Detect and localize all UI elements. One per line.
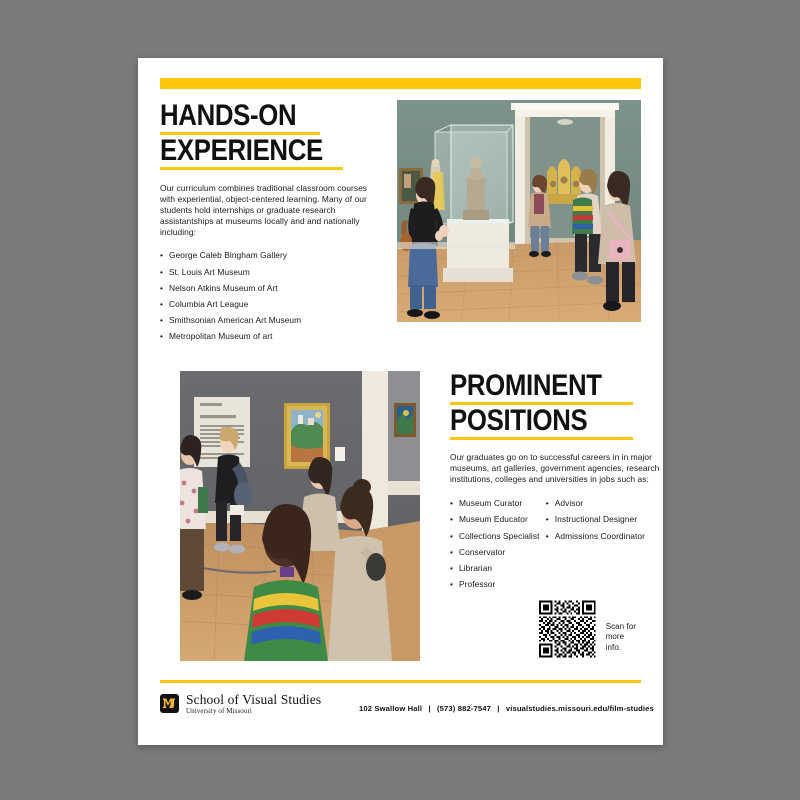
qr-caption-line1: Scan for <box>605 621 636 631</box>
qr-caption <box>606 622 641 654</box>
hands-on-bullet-list <box>160 247 376 344</box>
hands-on-heading-line1: HANDS-ON <box>160 99 297 132</box>
poster-page <box>138 58 663 745</box>
footer-contact-line <box>359 704 654 713</box>
prominent-positions-heading <box>450 370 650 440</box>
mu-logo-icon <box>160 694 179 713</box>
hands-on-body-text: Our curriculum combines traditional classroom courses with experiential, object-centered learning. Many of our students hold internships or graduate research assistantships at museums locally and and nationally including: <box>160 183 368 238</box>
list-item: • Collections Specialist <box>450 531 546 543</box>
list-item: • Museum Curator <box>450 498 546 510</box>
job-titles-column-2 <box>546 498 650 595</box>
gallery-lecture-photo <box>180 371 420 661</box>
mu-wordmark <box>186 692 321 716</box>
list-item: • St. Louis Art Museum <box>160 264 376 280</box>
qr-code-icon[interactable] <box>539 600 596 658</box>
job-titles-columns <box>450 498 650 595</box>
footer-website[interactable]: visualstudies.missouri.edu/film-studies <box>505 704 654 713</box>
list-item: • Professor <box>450 579 546 591</box>
museum-gallery-photo <box>397 100 641 322</box>
wordmark-subtitle: University of Missouri <box>186 707 252 715</box>
hands-on-text-column <box>160 100 376 345</box>
prominent-heading-underline-2 <box>450 437 633 440</box>
poster-content <box>160 58 660 745</box>
list-item: • Smithsonian American Art Museum <box>160 312 376 328</box>
hands-on-heading-line2: EXPERIENCE <box>160 134 323 167</box>
list-item: • Advisor <box>546 498 650 510</box>
list-item: • Admissions Coordinator <box>546 531 650 543</box>
top-gold-rule <box>160 78 641 89</box>
list-item: • Museum Educator <box>450 514 546 526</box>
list-item: • Metropolitan Museum of art <box>160 328 376 344</box>
list-item: • Nelson Atkins Museum of Art <box>160 280 376 296</box>
prominent-heading-line1: PROMINENT <box>450 369 602 402</box>
qr-caption-line2: more info. <box>605 632 625 652</box>
prominent-positions-text-column <box>450 369 660 595</box>
qr-block <box>539 600 641 658</box>
list-item: • Conservator <box>450 547 546 559</box>
list-item: • Librarian <box>450 563 546 575</box>
footer <box>160 691 654 725</box>
hands-on-heading <box>160 100 376 170</box>
prominent-heading-line2: POSITIONS <box>450 404 588 437</box>
footer-phone[interactable]: (573) 882-7547 <box>437 704 492 713</box>
list-item: • George Caleb Bingham Gallery <box>160 247 376 263</box>
prominent-body-text: Our graduates go on to successful careers in in major museums, art galleries, government agencies, research institutions, colleges and universities in jobs such as: <box>450 452 660 485</box>
footer-separator-1: | <box>428 704 431 713</box>
job-titles-column-1 <box>450 498 546 595</box>
wordmark-title: School of Visual Studies <box>186 692 322 707</box>
hands-on-heading-underline-2 <box>160 167 343 170</box>
list-item: • Instructional Designer <box>546 514 650 526</box>
list-item: • Columbia Art League <box>160 296 376 312</box>
footer-address: 102 Swallow Hall <box>359 704 423 713</box>
footer-separator-2: | <box>497 704 500 713</box>
footer-gold-rule <box>160 680 641 683</box>
